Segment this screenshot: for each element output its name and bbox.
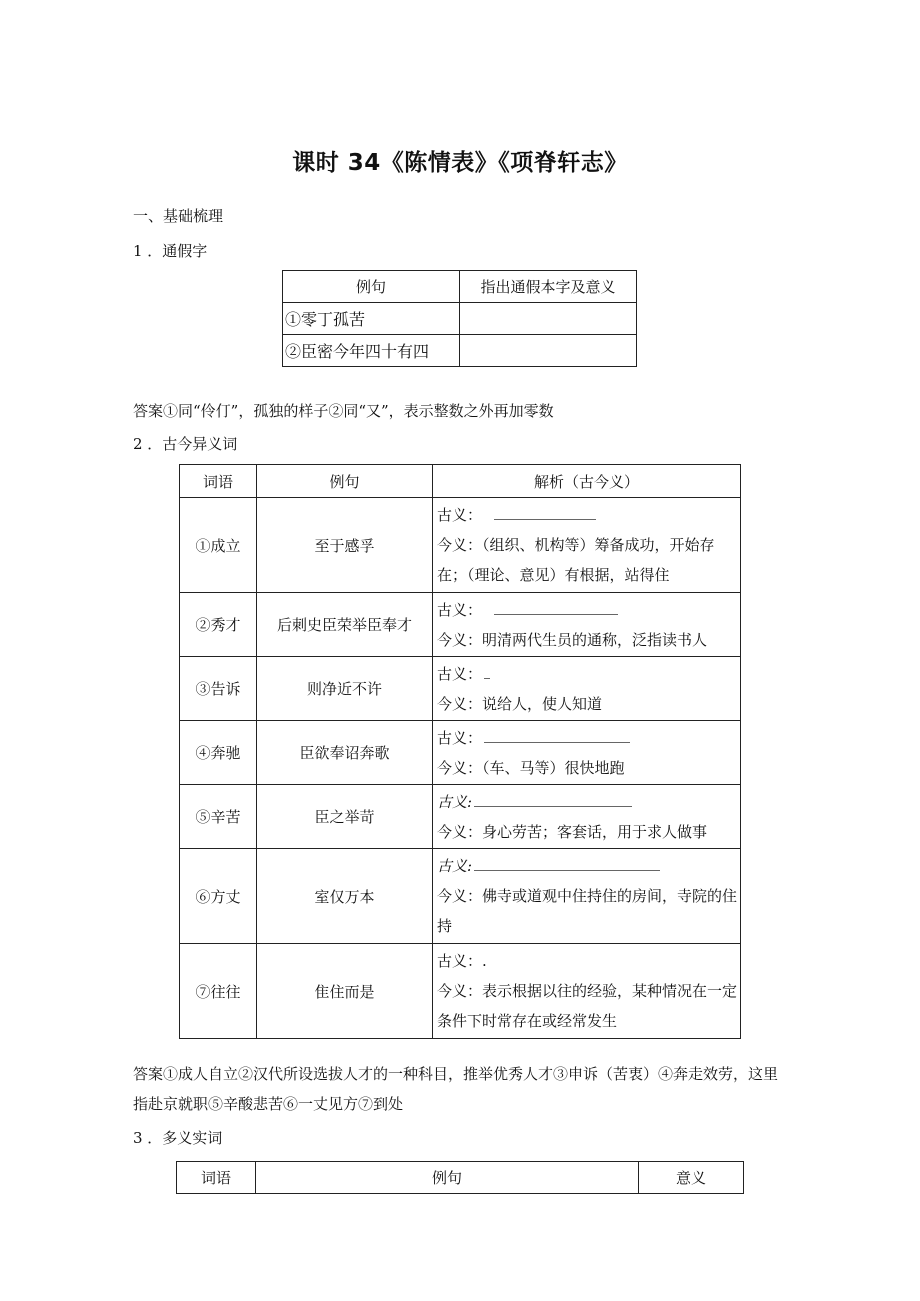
table2-header-example: 例句 <box>257 465 433 498</box>
table2-example: 后刺史臣荣举臣奉才 <box>257 593 433 657</box>
table-row <box>180 944 741 1039</box>
ancient-label: 古义： <box>437 728 483 747</box>
table1-example: ①零丁孤苦 <box>283 303 460 335</box>
table2-example: 室仅万本 <box>257 849 433 944</box>
section-heading-basics: 一、基础梳理 <box>133 207 224 225</box>
modern-meaning: 今义：佛寺或道观中住持住的房间，寺院的住持 <box>437 887 738 935</box>
table-row <box>180 721 741 785</box>
table-row <box>180 657 741 721</box>
subheading-gujinyiyi: 2 ．古今异义词 <box>133 435 238 453</box>
table2-word: ⑦往往 <box>180 944 257 1039</box>
ancient-label: 古义： <box>437 664 483 683</box>
duoyishici-table <box>176 1161 744 1194</box>
table2-example: 臣之举苛 <box>257 785 433 849</box>
modern-meaning: 今义：表示根据以往的经验，某种情况在一定条件下时常存在或经常发生 <box>437 982 738 1030</box>
table-row <box>180 849 741 944</box>
table2-word: ⑤辛苦 <box>180 785 257 849</box>
table-row <box>283 335 637 367</box>
modern-meaning: 今义：（车、马等）很快地跑 <box>437 758 625 777</box>
table-row <box>180 498 741 593</box>
modern-meaning: 今义：身心劳苦；客套话，用于求人做事 <box>437 822 708 841</box>
answer-blank[interactable] <box>494 604 618 615</box>
ancient-label: 古义: <box>437 857 473 875</box>
ancient-label: 古义： <box>437 506 483 524</box>
table2-word: ①成立 <box>180 498 257 593</box>
table2-example: 臣欲奉诏奔歌 <box>257 721 433 785</box>
table1-answer-cell[interactable] <box>460 303 637 335</box>
answer-tongjiazi: 答案①同“伶仃”，孤独的样子②同“又”，表示整数之外再加零数 <box>133 402 554 420</box>
ancient-label: 古义：. <box>437 952 487 970</box>
answer-blank[interactable] <box>474 796 632 807</box>
modern-meaning: 今义：明清两代生员的通称，泛指读书人 <box>437 630 708 649</box>
modern-meaning: 今义：说给人，使人知道 <box>437 694 603 713</box>
table2-word: ③告诉 <box>180 657 257 721</box>
table1-header-answer: 指出通假本字及意义 <box>460 271 637 303</box>
ancient-label: 古义: <box>437 792 473 811</box>
subheading-duoyishici: 3 ．多义实词 <box>133 1129 223 1147</box>
gujinyiyi-table <box>179 464 741 1039</box>
ancient-label: 古义： <box>437 600 483 619</box>
table-row <box>180 785 741 849</box>
table1-example: ②臣密今年四十有四 <box>283 335 460 367</box>
table2-header-analysis: 解析（古今义） <box>433 465 741 498</box>
table3-header-example: 例句 <box>256 1162 639 1194</box>
answer-blank[interactable] <box>474 860 660 871</box>
table2-word: ⑥方丈 <box>180 849 257 944</box>
page-title: 课时 34《陈情表》《项脊轩志》 <box>292 150 628 176</box>
table3-header-meaning: 意义 <box>639 1162 744 1194</box>
table2-example: 隹住而是 <box>257 944 433 1039</box>
answer-blank[interactable] <box>484 732 630 743</box>
table2-word: ④奔驰 <box>180 721 257 785</box>
answer-blank[interactable] <box>494 509 596 520</box>
modern-meaning: 今义：（组织、机构等）筹备成功，开始存在；（理论、意见）有根据，站得住 <box>437 536 715 584</box>
table-row <box>283 303 637 335</box>
subheading-tongjiazi: 1 ．通假字 <box>133 242 208 260</box>
table2-example: 则净近不许 <box>257 657 433 721</box>
tongjiazi-table <box>282 270 637 367</box>
table1-answer-cell[interactable] <box>460 335 637 367</box>
table2-word: ②秀才 <box>180 593 257 657</box>
table2-example: 至于感孚 <box>257 498 433 593</box>
answer-gujinyiyi: 答案①成人自立②汉代所设选拔人才的一种科目，推举优秀人才③申诉（苦衷）④奔走效劳，这里指赴京就职⑤辛酸悲苦⑥一丈见方⑦到处 <box>133 1065 779 1113</box>
table3-header-word: 词语 <box>177 1162 256 1194</box>
table-row <box>180 593 741 657</box>
table1-header-example: 例句 <box>283 271 460 303</box>
answer-blank[interactable] <box>484 668 490 679</box>
table2-header-word: 词语 <box>180 465 257 498</box>
